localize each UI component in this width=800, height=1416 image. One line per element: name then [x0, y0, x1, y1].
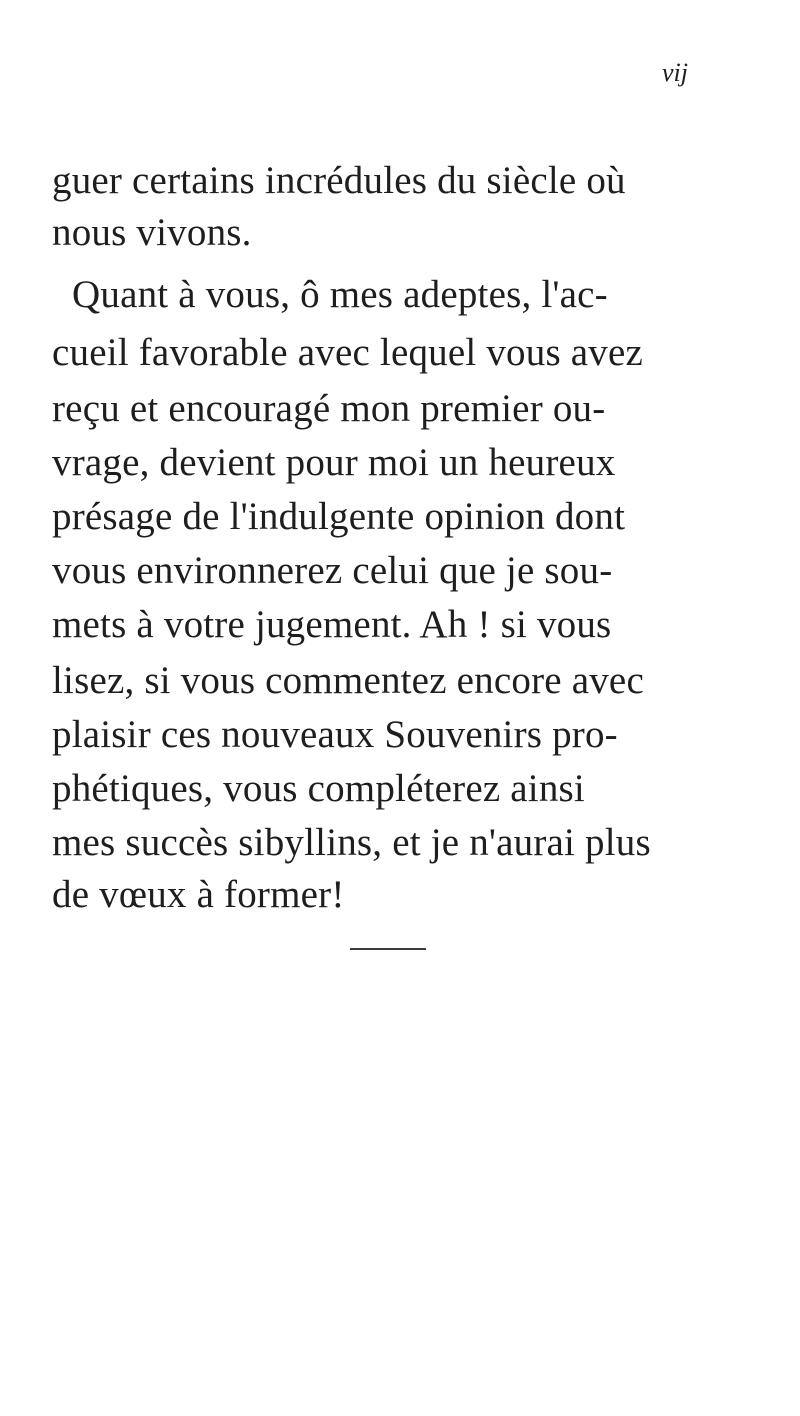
text-line: guer certains incrédules du siècle où	[52, 159, 626, 202]
text-line: vrage, devient pour moi un heureux	[52, 441, 616, 484]
text-line: cueil favorable avec lequel vous avez	[52, 331, 644, 374]
text-line: nous vivons.	[52, 211, 252, 254]
text-line: lisez, si vous commentez encore avec	[52, 659, 644, 702]
section-divider	[350, 948, 426, 950]
text-line: plaisir ces nouveaux Souvenirs pro-	[52, 713, 618, 756]
text-line: mes succès sibyllins, et je n'aurai plus	[52, 821, 651, 864]
text-line: reçu et encouragé mon premier ou-	[52, 387, 606, 430]
text-line: mets à votre jugement. Ah ! si vous	[52, 603, 612, 646]
text-line: vous environnerez celui que je sou-	[52, 549, 613, 592]
page-number: vij	[662, 58, 688, 87]
text-line: présage de l'indulgente opinion dont	[52, 495, 626, 538]
text-line: phétiques, vous compléterez ainsi	[52, 767, 585, 810]
text-line: de vœux à former!	[52, 873, 345, 916]
text-line: Quant à vous, ô mes adeptes, l'ac-	[72, 273, 608, 316]
